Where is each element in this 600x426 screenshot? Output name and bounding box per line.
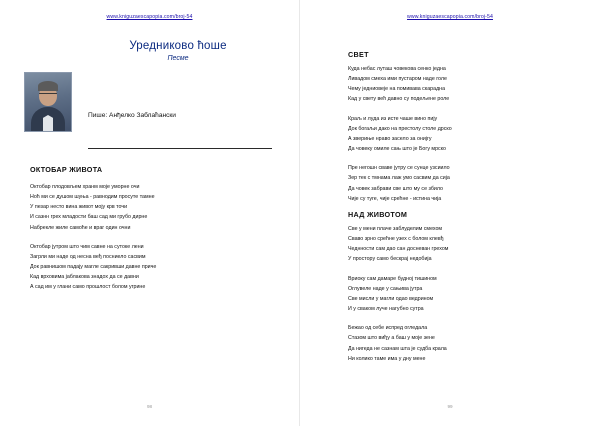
glasses-icon bbox=[39, 93, 57, 98]
page-number-left: 98 bbox=[146, 404, 153, 409]
poem-body bbox=[348, 64, 588, 204]
verse: Да човек забрави све што му се збило bbox=[348, 185, 443, 192]
verse: Краљ и луда из исте чаше вино пију bbox=[348, 115, 438, 122]
page-subtitle: Песме bbox=[167, 55, 189, 62]
verse: А звериње нраво засело за онијгу bbox=[348, 135, 432, 142]
verse: Ноћ ми се душом шуња - равнодим просуте тамне bbox=[30, 194, 155, 201]
divider bbox=[88, 148, 272, 149]
stanza bbox=[348, 114, 588, 155]
verse: Оглувеле наде у сањива јутра bbox=[348, 285, 423, 292]
stanza bbox=[348, 224, 588, 265]
verse: Пре негошн сваве јутру се сунце узсиило bbox=[348, 165, 450, 172]
verse: Октобар јутром што чим савне на сутоке лени bbox=[30, 243, 144, 250]
portrait-hair bbox=[38, 81, 58, 91]
title-block bbox=[88, 40, 268, 62]
poem-body bbox=[348, 224, 588, 364]
poem-heading: НАД ЖИВОТОМ bbox=[348, 210, 408, 219]
verse: Стазом што виђу а баш у моје зене bbox=[348, 335, 435, 342]
verse: Све у мени плаче заблуделим смехом bbox=[348, 226, 443, 232]
verse: Чије су туге, чије срећне - истина чија bbox=[348, 195, 442, 202]
verse: Сваво зрно срећне узех с болом клевђ bbox=[348, 236, 444, 243]
page-title: Уредниково ћоше bbox=[129, 40, 227, 52]
stanza bbox=[30, 242, 275, 293]
portrait-shirt bbox=[43, 115, 53, 131]
verse: Набрекле жиле самоће и враг один очни bbox=[30, 224, 131, 231]
verse: Вриоку сам дамаре будној тишином bbox=[348, 275, 437, 282]
verse: Бежао од себе испред огледала bbox=[348, 325, 428, 332]
verse: Куда небас луташ човекова сенко једна bbox=[348, 66, 446, 72]
verse: Кад врховима јаблакова знадох да се давни bbox=[30, 274, 139, 281]
verse: Октобар плодовљем хранм моје уморне очи bbox=[30, 184, 140, 190]
stanza bbox=[30, 182, 275, 233]
verse: Док богаљи дако на престолу столе дрско bbox=[348, 125, 452, 132]
verse: У пезар несто вина живот моју крв точи bbox=[30, 204, 128, 211]
verse: Да човеку омиле сањ што је Богу мрско bbox=[348, 146, 446, 153]
verse: А сад им у глани само прошлост болом угрине bbox=[30, 284, 146, 291]
poem-body bbox=[30, 182, 275, 293]
verse: Ни колико таме има у дну мене bbox=[348, 355, 426, 362]
author-byline: Пише: Анђелко Заблаћански bbox=[88, 112, 176, 119]
stanza bbox=[348, 64, 588, 105]
verse: Чеднности сам дао сан досневан грехом bbox=[348, 246, 449, 253]
verse: Све мисли у магли одао ведрином bbox=[348, 295, 434, 302]
stanza bbox=[348, 323, 588, 364]
verse: И сазнн грех младости баш сад ми грубо дирне bbox=[30, 214, 148, 221]
verse: Да нигеда не сазнам шта је судба крала bbox=[348, 345, 447, 352]
verse: Кад у свету већ давно су подељене роле bbox=[348, 96, 450, 103]
source-url-right[interactable]: www.kniguzaescapopia.com/broj-54 bbox=[407, 14, 493, 20]
verse: Док равнишом падају магле сакривши давне приче bbox=[30, 264, 157, 271]
stanza bbox=[348, 274, 588, 315]
poem-heading: СВЕТ bbox=[348, 50, 369, 59]
poem-heading: ОКТОБАР ЖИВОТА bbox=[30, 165, 103, 174]
stanza bbox=[348, 163, 588, 204]
verse: Зер тек с тмнама лаж умо сасвим да сија bbox=[348, 175, 450, 182]
verse: Чему једниовеје на помивава скарадна bbox=[348, 86, 446, 93]
verse: У простору само бескрај недобија bbox=[348, 256, 432, 263]
verse: Загрли ми наде од несна веђ посниело сасвим bbox=[30, 253, 146, 260]
verse: И у сваком луче нагубно сутра bbox=[348, 306, 424, 313]
page-number-right: 99 bbox=[447, 404, 453, 409]
verse: Ливадом смеха ими пустаром наде голе bbox=[348, 76, 447, 83]
author-portrait bbox=[24, 72, 72, 132]
source-url-left[interactable]: www.kniguzaescapopia.com/broj-54 bbox=[106, 14, 193, 20]
right-page bbox=[300, 0, 600, 426]
